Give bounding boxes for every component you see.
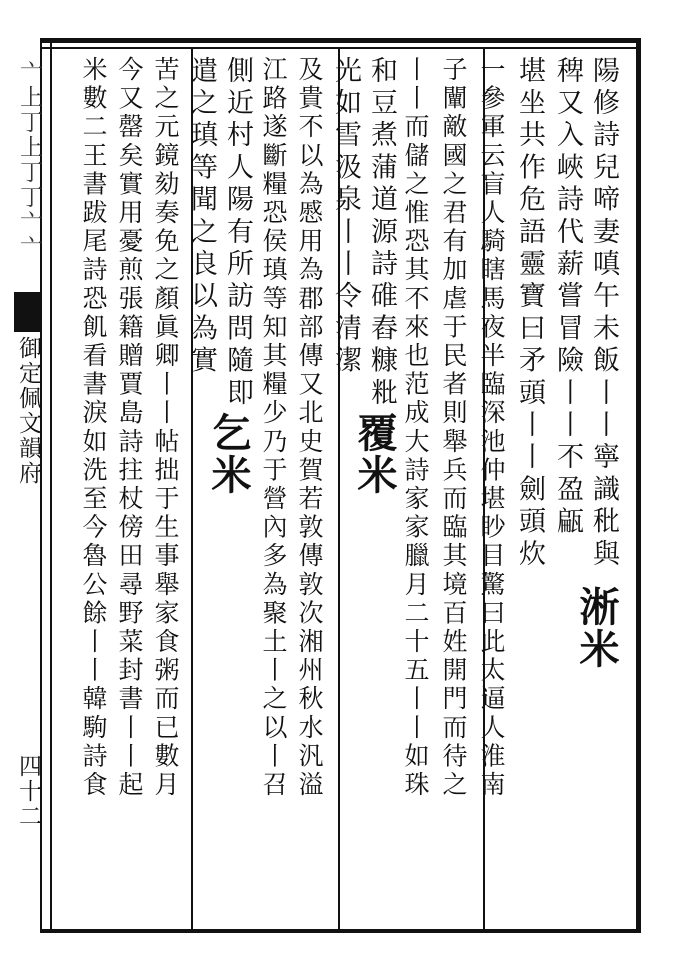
headword: 覆米 (351, 412, 398, 496)
book-title: 御定佩文韻府 (15, 336, 41, 486)
text-column: 陽修詩兒啼妻嗔午未飯丨丨寧識秕與 (588, 56, 619, 572)
text-column: 遣之瑱等聞之良以為實 (186, 56, 217, 378)
headword: 淅米 (573, 586, 620, 670)
bottom-border (40, 929, 640, 933)
text-column: 今又罄矣實用憂煎張籍贈賈島詩拄杖傍田尋野菜封書丨丨起 (115, 56, 144, 800)
text-column: 子闡敵國之君有加虐于民者則舉兵而臨其境百姓開門而待之 (439, 56, 468, 800)
page-number: 四十二 (15, 754, 41, 829)
text-column: 和豆煮蒲道源詩碓舂糠粃 (366, 56, 397, 411)
top-border (40, 38, 640, 43)
text-column: 丨丨而儲之惟恐其不來也范成大詩家家臘月二十五丨丨如珠 (401, 56, 430, 800)
text-column: 苦之元鏡劾奏免之顏眞卿丨丨帖拙于生事舉家食粥而已數月 (151, 56, 180, 800)
text-column: 及貴不以為慼用為郡部傳又北史賀若敦傳敦次湘州秋水汎溢 (295, 56, 324, 800)
top-border-inner (40, 47, 640, 49)
text-column: 光如雪汲泉丨丨令清潔 (330, 56, 361, 378)
fold-line (50, 38, 52, 933)
margin-black-tab (14, 292, 40, 332)
text-column: 稗又入峽詩代薪嘗冒險丨丨不盈甂 (552, 56, 583, 539)
text-column: 一參軍云盲人騎瞎馬夜半臨深池仲堪眇目驚曰此太逼人淮南 (477, 56, 506, 800)
text-column: 米數二王書跋尾詩恐飢看書淚如洗至今魯公餘丨丨韓駒詩食 (79, 56, 108, 800)
text-column: 側近村人陽有所訪問隨即 (222, 56, 253, 411)
headword: 乞米 (205, 412, 252, 496)
text-column: 堪坐共作危語靈寶曰矛頭丨丨劍頭炊 (514, 56, 545, 572)
text-column: 江路遂斷糧恐侯瑱等知其糧少乃于營內多為聚土丨之以丨召 (259, 56, 288, 800)
margin-glyphs: 亠上丁上丁丁亠亠 (16, 60, 42, 260)
right-border (636, 38, 641, 933)
